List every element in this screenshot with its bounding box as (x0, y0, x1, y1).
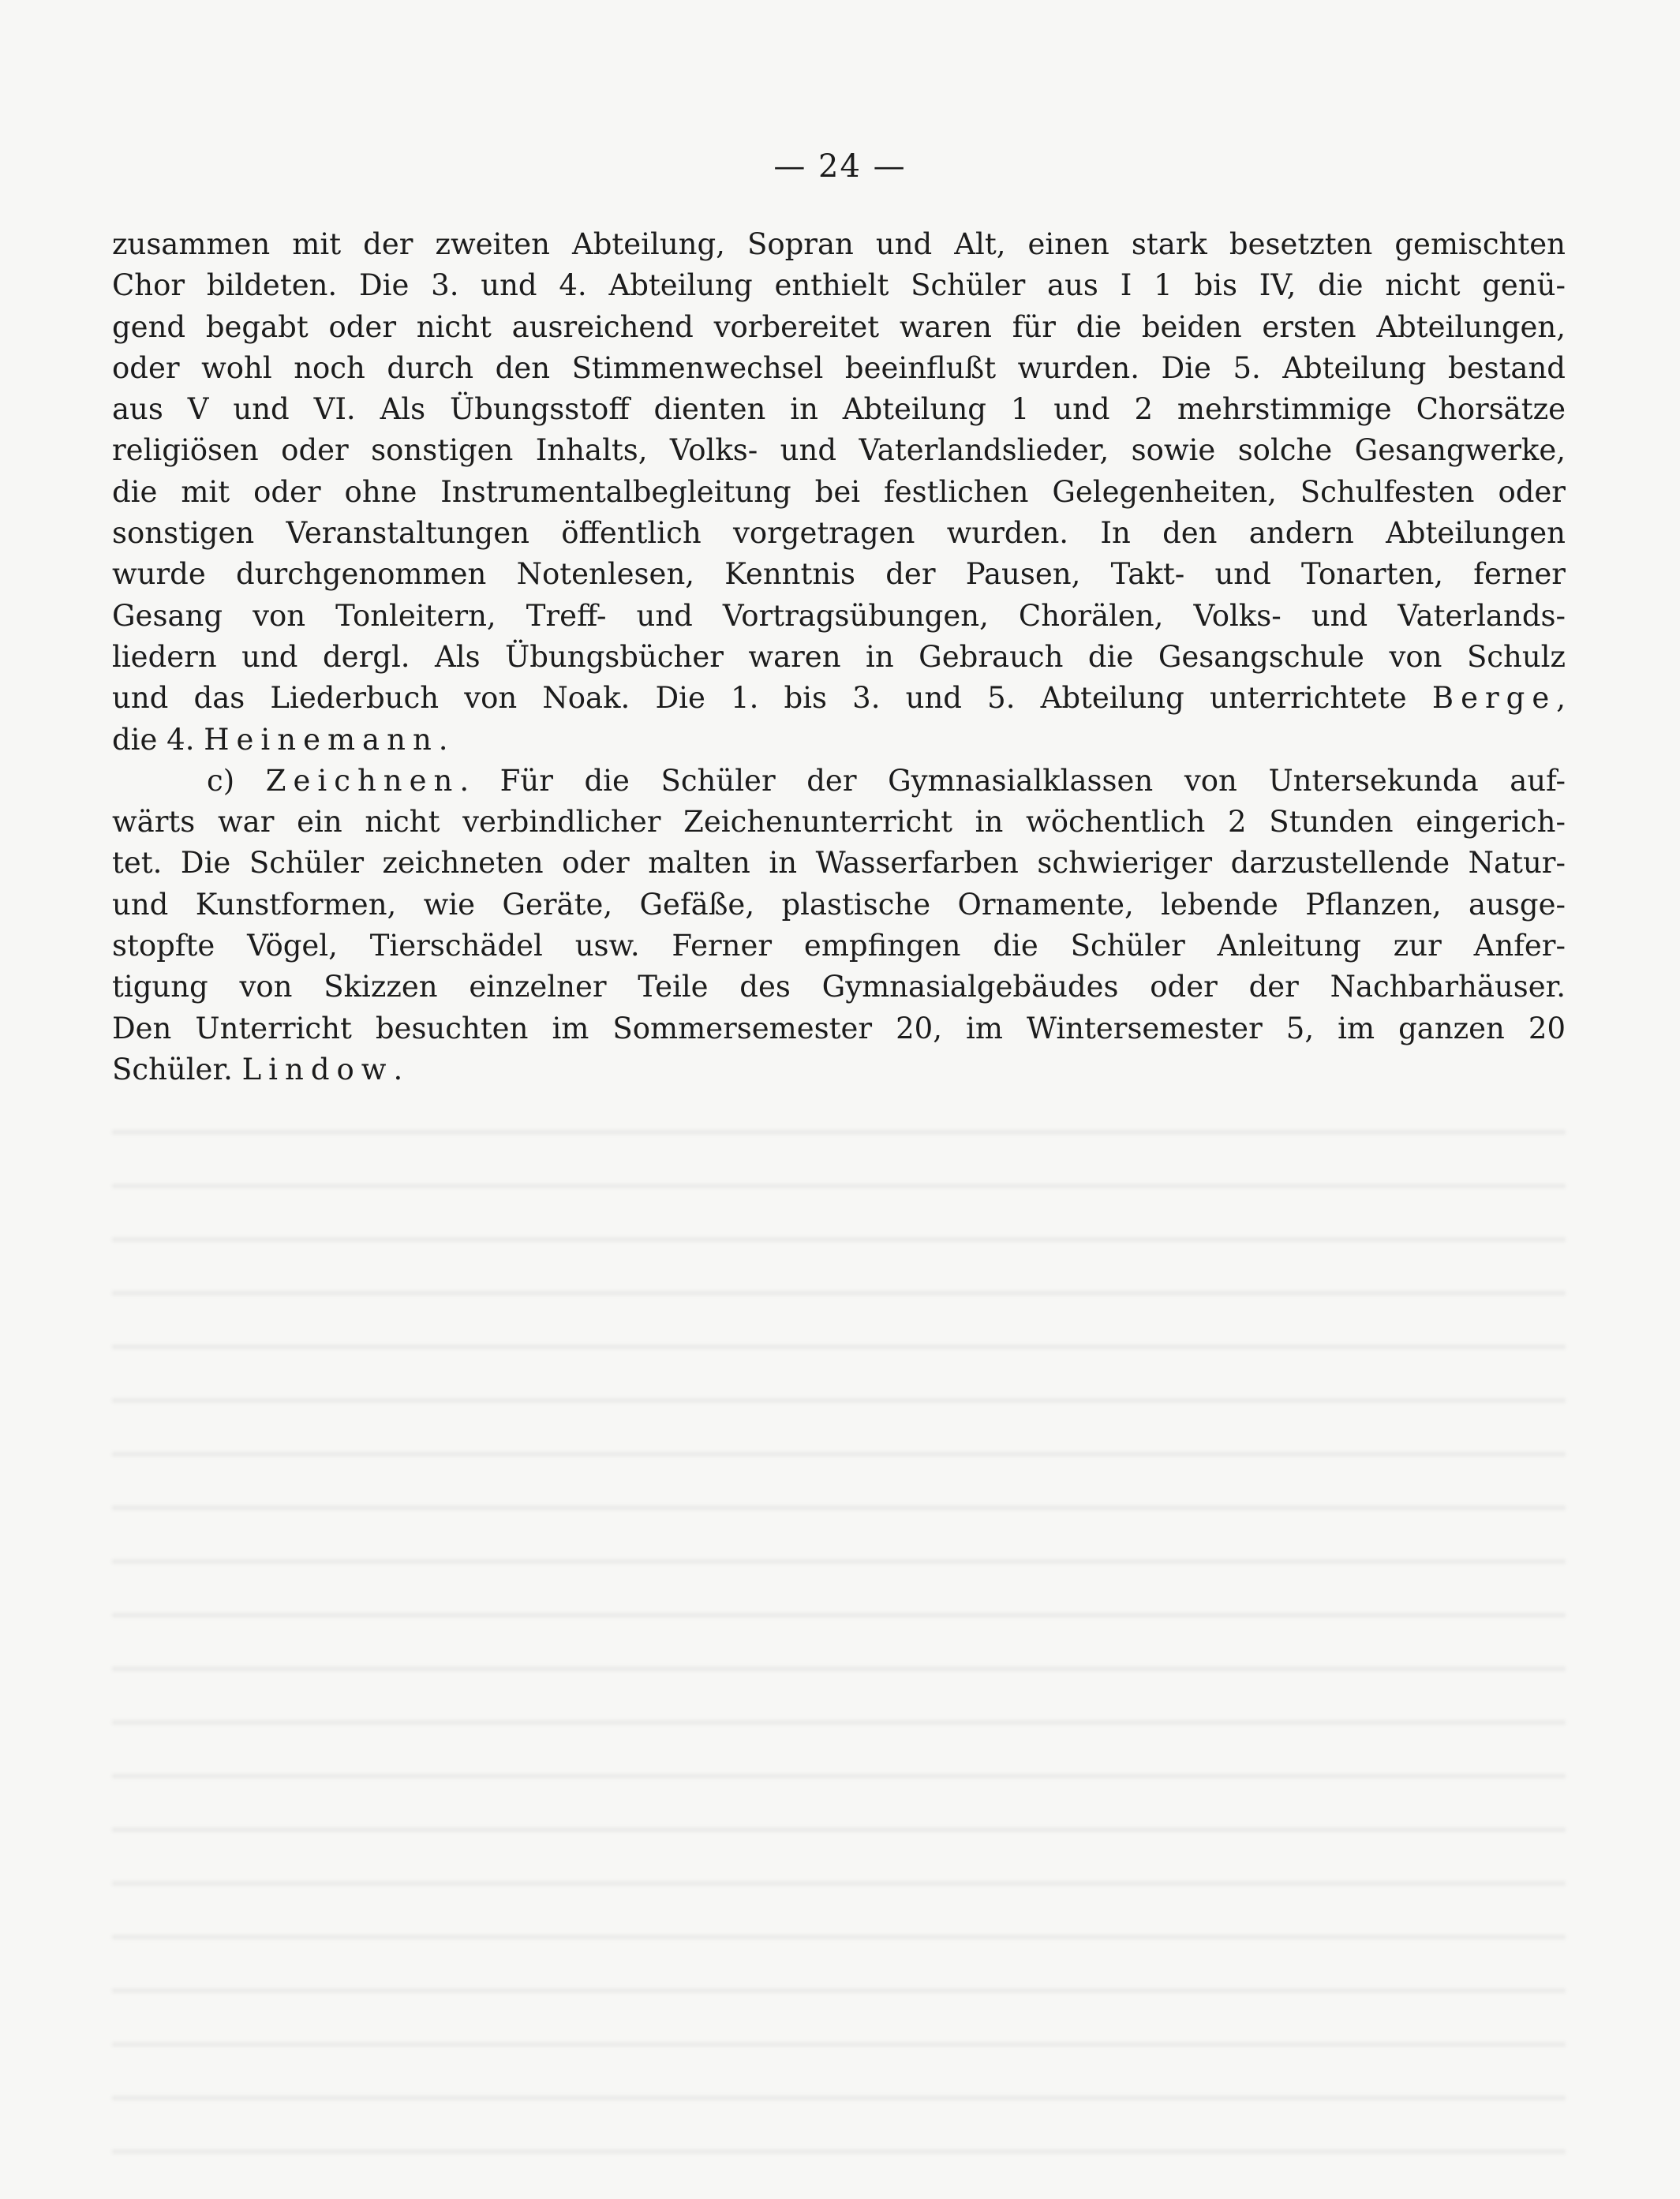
text-line (112, 513, 1566, 554)
text-line-content: religiösen oder sonstigen Inhalts, Volks- und Vaterlandslieder, sowie solche Gesangwerke, (112, 433, 1566, 468)
text-line-suffix: . (393, 1052, 403, 1086)
text-line (112, 554, 1566, 595)
text-line (112, 967, 1566, 1008)
text-line-content: Schüler. (112, 1052, 233, 1086)
text-line-content: tigung von Skizzen einzelner Teile des Gymnasialgebäudes oder der Nachbarhäuser. (112, 970, 1566, 1004)
text-line-content: die mit oder ohne Instrumentalbegleitung bei festlichen Gelegenheiten, Schulfesten oder (112, 474, 1566, 509)
text-line (112, 637, 1566, 678)
bleed-through-shadow (112, 1089, 1566, 2115)
text-line-content: und das Liederbuch von Noak. Die 1. bis 3. und 5. Abteilung unterrichtete (112, 681, 1407, 716)
spaced-name: Zeichnen (265, 763, 460, 798)
text-line (112, 307, 1566, 348)
text-line-suffix: . (438, 722, 448, 757)
text-line-content: Chor bildeten. Die 3. und 4. Abteilung enthielt Schüler aus I 1 bis IV, die nicht genü- (112, 268, 1566, 303)
text-line (112, 430, 1566, 471)
text-line (112, 265, 1566, 306)
text-line-content: tet. Die Schüler zeichneten oder malten in Wasserfarben schwieriger darzustellende Natur- (112, 846, 1566, 881)
text-line (112, 843, 1566, 884)
text-line (112, 1049, 1566, 1090)
text-line-content: wärts war ein nicht verbindlicher Zeichenunterricht in wöchentlich 2 Stunden eingerich- (112, 805, 1566, 840)
text-line-suffix: . Für die Schüler der Gymnasialklassen von Untersekunda auf- (459, 763, 1566, 798)
text-line-content: wurde durchgenommen Notenlesen, Kenntnis der Pausen, Takt- und Tonarten, ferner (112, 557, 1566, 592)
text-line-content: sonstigen Veranstaltungen öffentlich vorgetragen wurden. In den andern Abteilungen (112, 516, 1566, 551)
text-line-content: zusammen mit der zweiten Abteilung, Sopran und Alt, einen stark besetzten gemischten (112, 227, 1566, 261)
text-line-content: gend begabt oder nicht ausreichend vorbereitet waren für die beiden ersten Abteilungen, (112, 309, 1566, 344)
text-line-content: liedern und dergl. Als Übungsbücher waren in Gebrauch die Gesangschule von Schulz (112, 639, 1566, 674)
text-line-content: stopfte Vögel, Tierschädel usw. Ferner empfingen die Schüler Anleitung zur Anfer- (112, 929, 1566, 963)
text-line-content: Gesang von Tonleitern, Treff- und Vortragsübungen, Chorälen, Volks- und Vaterlands- (112, 598, 1566, 633)
text-line (112, 720, 1566, 761)
page-number: — 24 — (773, 148, 907, 185)
text-line (112, 802, 1566, 843)
text-line (112, 348, 1566, 389)
text-line-content: oder wohl noch durch den Stimmenwechsel beeinflußt wurden. Die 5. Abteilung bestand (112, 350, 1566, 385)
text-line-content: c) (207, 763, 235, 798)
spaced-name: Lindow (241, 1052, 394, 1086)
text-line (112, 926, 1566, 967)
text-line (112, 1008, 1566, 1049)
text-line-content: aus V und VI. Als Übungsstoff dienten in Abteilung 1 und 2 mehrstimmige Chorsätze (112, 392, 1566, 427)
text-line-content: die 4. (112, 722, 195, 757)
text-line (112, 884, 1566, 926)
text-line (112, 389, 1566, 430)
text-line (112, 761, 1566, 802)
text-line (112, 596, 1566, 637)
text-line-content: Den Unterricht besuchten im Sommersemester 20, im Wintersemester 5, im ganzen 20 (112, 1011, 1566, 1045)
text-line (112, 678, 1566, 719)
text-line-content: und Kunstformen, wie Geräte, Gefäße, plastische Ornamente, lebende Pflanzen, ausge- (112, 887, 1566, 922)
body-text (112, 224, 1566, 1090)
spaced-name: Heinemann (204, 722, 439, 757)
text-line-suffix: , (1556, 681, 1566, 716)
text-line (112, 224, 1566, 265)
spaced-name: Berge (1431, 681, 1557, 716)
text-line (112, 472, 1566, 513)
